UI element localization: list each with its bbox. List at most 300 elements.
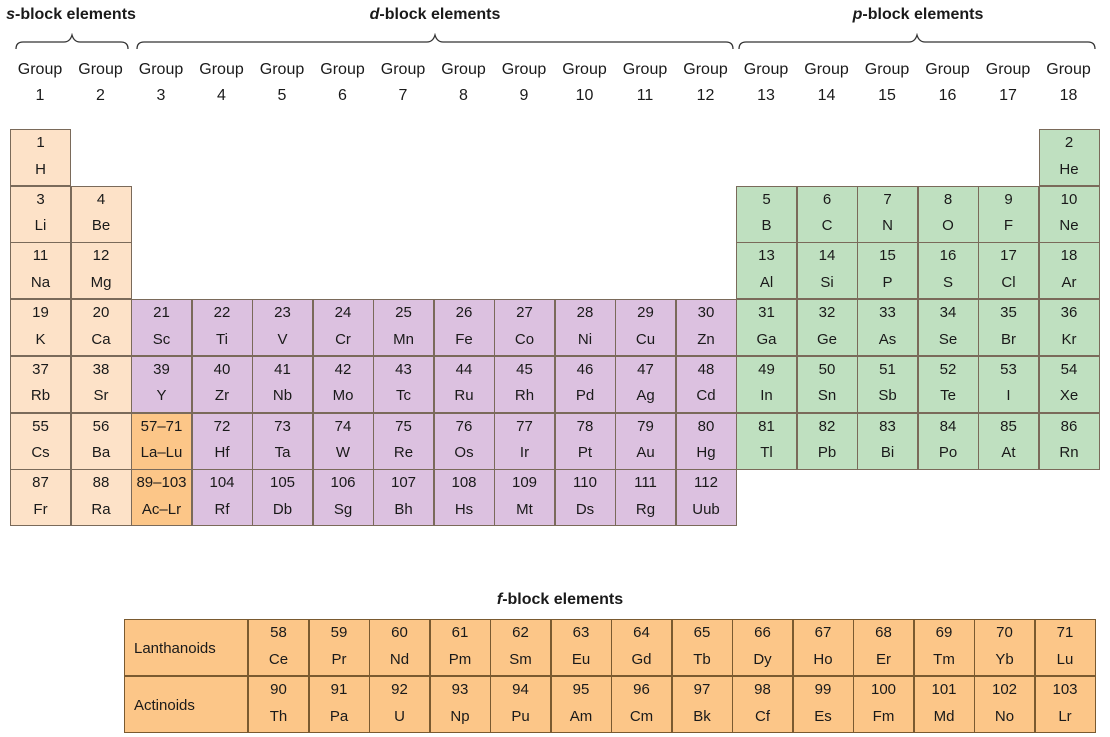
- element-symbol: Ga: [756, 330, 777, 348]
- group-word: Group: [683, 61, 728, 78]
- element-cell-uub: [676, 469, 737, 526]
- f-block-title: [400, 591, 720, 609]
- element-cell-li: [10, 186, 71, 243]
- p-block-label: [818, 6, 1018, 24]
- element-symbol: In: [760, 387, 773, 405]
- atomic-number: 28: [576, 304, 594, 322]
- element-symbol: Fm: [872, 707, 895, 725]
- element-symbol: Be: [91, 217, 111, 235]
- element-symbol: Ho: [813, 650, 833, 668]
- atomic-number: 67: [814, 624, 832, 641]
- atomic-number: 83: [879, 417, 896, 435]
- element-symbol: Rg: [635, 500, 656, 518]
- atomic-number: 29: [637, 304, 654, 322]
- group-header-6: [313, 57, 373, 109]
- p-block-letter: p: [852, 6, 863, 23]
- element-cell-lr: [1035, 676, 1096, 733]
- element-cell-sn: [797, 356, 858, 413]
- element-symbol: Pr: [331, 650, 347, 668]
- element-symbol: Rf: [214, 500, 230, 518]
- atomic-number: 74: [334, 417, 352, 435]
- element-symbol: Lr: [1058, 707, 1072, 725]
- atomic-number: 26: [455, 304, 473, 322]
- atomic-number: 52: [939, 360, 957, 378]
- element-symbol: Sm: [509, 650, 532, 668]
- atomic-number: 50: [818, 360, 836, 378]
- element-cell-pr: [309, 619, 370, 676]
- atomic-number: 106: [330, 474, 356, 492]
- group-word: Group: [501, 61, 547, 78]
- element-symbol: C: [821, 217, 833, 235]
- element-cell-cu: [615, 299, 676, 356]
- group-number: 10: [575, 87, 594, 104]
- atomic-number: 16: [939, 247, 957, 265]
- atomic-number: 17: [1000, 247, 1017, 265]
- group-number: 11: [636, 87, 654, 104]
- element-cell-cd: [676, 356, 737, 413]
- element-cell-eu: [551, 619, 612, 676]
- atomic-number: 63: [572, 624, 590, 641]
- element-cell-n: [857, 186, 918, 243]
- element-cell-ar: [1039, 242, 1100, 299]
- atomic-number: 13: [758, 247, 775, 265]
- element-cell-mg: [71, 242, 132, 299]
- group-word: Group: [622, 61, 668, 78]
- element-cell-cf: [732, 676, 793, 733]
- element-cell-cm: [611, 676, 672, 733]
- element-cell-na: [10, 242, 71, 299]
- element-symbol: Cm: [629, 707, 654, 725]
- atomic-number: 4: [96, 190, 106, 208]
- element-symbol: Bi: [880, 444, 895, 461]
- atomic-number: 109: [511, 474, 538, 492]
- element-symbol: Ge: [816, 330, 837, 348]
- p-block-suffix: -block elements: [862, 6, 984, 23]
- group-header-15: [857, 57, 917, 109]
- element-symbol: Ba: [91, 444, 111, 461]
- group-word: Group: [985, 61, 1031, 78]
- element-symbol: Zn: [697, 330, 715, 348]
- atomic-number: 84: [939, 417, 957, 435]
- element-symbol: W: [335, 444, 351, 461]
- element-symbol: Am: [569, 707, 593, 725]
- element-symbol: Tb: [693, 650, 711, 668]
- atomic-number: 105: [269, 474, 296, 492]
- atomic-number: 41: [274, 360, 291, 378]
- element-symbol: Pb: [817, 444, 837, 461]
- element-cell-si: [797, 242, 858, 299]
- atomic-number: 101: [931, 681, 957, 698]
- element-symbol: K: [35, 330, 46, 348]
- atomic-number: 20: [92, 304, 110, 322]
- element-cell-yb: [974, 619, 1035, 676]
- element-symbol: Tl: [760, 444, 773, 461]
- group-number: 12: [696, 87, 715, 104]
- group-number: 14: [817, 87, 836, 104]
- element-cell-in: [736, 356, 797, 413]
- group-header-17: [978, 57, 1038, 109]
- atomic-number: 14: [818, 247, 836, 265]
- atomic-number: 22: [213, 304, 231, 322]
- atomic-number: 53: [1000, 360, 1017, 378]
- element-symbol: Lu: [1056, 650, 1074, 668]
- element-cell-aclr: [131, 469, 192, 526]
- group-header-12: [676, 57, 736, 109]
- atomic-number: 82: [818, 417, 836, 435]
- element-cell-at: [978, 413, 1039, 470]
- atomic-number: 1: [36, 134, 45, 151]
- element-cell-lu: [1035, 619, 1096, 676]
- element-cell-rn: [1039, 413, 1100, 470]
- element-cell-hg: [676, 413, 737, 470]
- element-cell-co: [494, 299, 555, 356]
- element-symbol: P: [882, 273, 893, 291]
- element-symbol: Se: [938, 330, 958, 348]
- element-symbol: Sr: [93, 387, 109, 405]
- element-cell-au: [615, 413, 676, 470]
- group-header-5: [252, 57, 312, 109]
- element-symbol: Kr: [1061, 330, 1077, 348]
- element-cell-rh: [494, 356, 555, 413]
- element-symbol: Hf: [214, 444, 230, 461]
- element-cell-ti: [192, 299, 253, 356]
- element-cell-md: [914, 676, 975, 733]
- group-word: Group: [259, 61, 305, 78]
- atomic-number: 88: [92, 474, 110, 492]
- atomic-number: 65: [693, 624, 711, 641]
- element-symbol: Te: [940, 387, 956, 405]
- atomic-number: 108: [451, 474, 477, 492]
- atomic-number: 77: [516, 417, 533, 435]
- atomic-number: 64: [633, 624, 650, 641]
- atomic-number: 97: [693, 681, 711, 698]
- atomic-number: 72: [213, 417, 231, 435]
- element-symbol: Db: [272, 500, 293, 518]
- element-cell-i: [978, 356, 1039, 413]
- element-cell-y: [131, 356, 192, 413]
- element-cell-db: [252, 469, 313, 526]
- atomic-number: 78: [576, 417, 594, 435]
- element-symbol: Rb: [30, 387, 51, 405]
- element-cell-np: [430, 676, 491, 733]
- atomic-number: 104: [209, 474, 235, 492]
- atomic-number: 56: [92, 417, 110, 435]
- element-symbol: Os: [454, 444, 474, 461]
- element-symbol: Hs: [454, 500, 474, 518]
- element-cell-pb: [797, 413, 858, 470]
- group-header-3: [131, 57, 191, 109]
- element-symbol: Ta: [274, 444, 291, 461]
- group-number: 15: [878, 87, 896, 104]
- element-symbol: Po: [938, 444, 958, 461]
- element-symbol: Cd: [696, 387, 716, 405]
- atomic-number: 81: [758, 417, 775, 435]
- element-symbol: O: [942, 217, 954, 235]
- element-symbol: Al: [759, 273, 774, 291]
- element-cell-ho: [793, 619, 854, 676]
- group-header-9: [494, 57, 554, 109]
- element-cell-ir: [494, 413, 555, 470]
- atomic-number: 42: [334, 360, 352, 378]
- atomic-number: 3: [36, 190, 45, 208]
- group-word: Group: [562, 61, 607, 78]
- atomic-number: 112: [694, 474, 718, 492]
- element-cell-sg: [313, 469, 374, 526]
- group-header-16: [918, 57, 978, 109]
- atomic-number: 80: [697, 417, 715, 435]
- element-cell-sb: [857, 356, 918, 413]
- group-number: 7: [398, 87, 408, 104]
- element-cell-cl: [978, 242, 1039, 299]
- element-cell-tc: [373, 356, 434, 413]
- element-cell-lalu: [131, 413, 192, 470]
- element-symbol: No: [994, 707, 1015, 725]
- group-word: Group: [138, 61, 184, 78]
- element-cell-kr: [1039, 299, 1100, 356]
- atomic-number: 95: [572, 681, 590, 698]
- element-symbol: Md: [933, 707, 955, 725]
- element-symbol: Ce: [268, 650, 289, 668]
- atomic-number: 10: [1060, 190, 1078, 208]
- element-symbol: Mn: [393, 330, 414, 348]
- element-cell-f: [978, 186, 1039, 243]
- element-cell-o: [918, 186, 979, 243]
- atomic-number: 66: [754, 624, 771, 641]
- atomic-number: 15: [879, 247, 896, 265]
- element-cell-er: [853, 619, 914, 676]
- atomic-number: 27: [516, 304, 533, 322]
- element-symbol: Mo: [332, 387, 354, 405]
- element-symbol: Y: [156, 387, 167, 405]
- atomic-number: 75: [395, 417, 412, 435]
- group-header-10: [555, 57, 615, 109]
- group-header-18: [1039, 57, 1099, 109]
- atomic-number: 30: [697, 304, 715, 322]
- atomic-number: 7: [883, 190, 892, 208]
- element-cell-b: [736, 186, 797, 243]
- group-word: Group: [864, 61, 910, 78]
- element-cell-he: [1039, 129, 1100, 186]
- element-cell-rb: [10, 356, 71, 413]
- atomic-number: 32: [818, 304, 836, 322]
- d-block-suffix: -block elements: [379, 6, 501, 23]
- group-word: Group: [1046, 61, 1091, 78]
- element-symbol: Er: [876, 650, 891, 668]
- element-cell-xe: [1039, 356, 1100, 413]
- element-cell-ga: [736, 299, 797, 356]
- element-cell-w: [313, 413, 374, 470]
- element-symbol: Th: [269, 707, 288, 725]
- element-symbol: Gd: [631, 650, 652, 668]
- atomic-number: 111: [634, 474, 657, 492]
- atomic-number: 51: [879, 360, 896, 378]
- atomic-number: 31: [758, 304, 775, 322]
- element-symbol: Hg: [696, 444, 716, 461]
- group-word: Group: [320, 61, 365, 78]
- element-cell-no: [974, 676, 1035, 733]
- atomic-number: 39: [153, 360, 170, 378]
- element-cell-nb: [252, 356, 313, 413]
- element-cell-mo: [313, 356, 374, 413]
- element-symbol: Pt: [577, 444, 593, 461]
- element-symbol: Pa: [329, 707, 349, 725]
- f-row-label-actinoids: Actinoids: [124, 676, 248, 733]
- element-cell-pd: [555, 356, 616, 413]
- element-symbol: Si: [820, 273, 834, 291]
- element-cell-fr: [10, 469, 71, 526]
- group-number: 17: [999, 87, 1017, 104]
- atomic-number: 37: [32, 360, 49, 378]
- element-symbol: Br: [1001, 330, 1016, 348]
- atomic-number: 2: [1064, 134, 1074, 151]
- element-cell-cr: [313, 299, 374, 356]
- element-cell-mn: [373, 299, 434, 356]
- atomic-number: 34: [939, 304, 957, 322]
- element-symbol: Ag: [636, 387, 655, 405]
- element-cell-bh: [373, 469, 434, 526]
- element-cell-os: [434, 413, 495, 470]
- atomic-number: 71: [1056, 624, 1074, 641]
- s-block-suffix: -block elements: [14, 6, 136, 23]
- element-symbol: Dy: [753, 650, 772, 668]
- group-header-14: [797, 57, 857, 109]
- group-number: 18: [1059, 87, 1078, 104]
- element-symbol: Cs: [31, 444, 50, 461]
- element-symbol: Eu: [571, 650, 591, 668]
- element-symbol: Cr: [335, 330, 351, 348]
- element-symbol: Fe: [455, 330, 473, 348]
- atomic-number: 107: [390, 474, 417, 492]
- element-cell-ce: [248, 619, 309, 676]
- atomic-number: 33: [879, 304, 896, 322]
- atomic-number: 57–71: [140, 417, 183, 435]
- element-symbol: S: [942, 273, 953, 291]
- p-block-brace: [737, 33, 1097, 51]
- atomic-number: 62: [512, 624, 529, 641]
- atomic-number: 5: [762, 190, 771, 208]
- group-number: 16: [938, 87, 957, 104]
- element-symbol: As: [878, 330, 897, 348]
- atomic-number: 102: [991, 681, 1018, 698]
- element-symbol: Uub: [692, 500, 720, 518]
- element-cell-pu: [490, 676, 551, 733]
- atomic-number: 98: [754, 681, 771, 698]
- element-cell-te: [918, 356, 979, 413]
- element-cell-c: [797, 186, 858, 243]
- element-cell-ni: [555, 299, 616, 356]
- element-cell-tb: [672, 619, 733, 676]
- group-header-7: [373, 57, 433, 109]
- element-cell-fm: [853, 676, 914, 733]
- s-block-label: [6, 6, 136, 24]
- group-word: Group: [199, 61, 244, 78]
- element-symbol: He: [1059, 160, 1079, 178]
- element-symbol: Sg: [333, 500, 353, 518]
- element-symbol: Pd: [575, 387, 595, 405]
- element-cell-bi: [857, 413, 918, 470]
- element-symbol: V: [277, 330, 288, 348]
- element-symbol: F: [1003, 217, 1014, 235]
- atomic-number: 12: [92, 247, 110, 265]
- group-number: 9: [519, 87, 529, 104]
- element-cell-ra: [71, 469, 132, 526]
- element-symbol: Co: [514, 330, 535, 348]
- element-cell-pt: [555, 413, 616, 470]
- element-symbol: Np: [450, 707, 470, 725]
- element-symbol: La–Lu: [140, 444, 183, 461]
- atomic-number: 90: [270, 681, 287, 698]
- group-word: Group: [17, 61, 63, 78]
- element-cell-ta: [252, 413, 313, 470]
- group-word: Group: [441, 61, 486, 78]
- element-symbol: N: [882, 217, 893, 235]
- group-number: 2: [96, 87, 105, 104]
- element-cell-ds: [555, 469, 616, 526]
- element-symbol: Ru: [454, 387, 474, 405]
- element-symbol: Pm: [448, 650, 472, 668]
- element-cell-ge: [797, 299, 858, 356]
- group-number: 1: [35, 87, 45, 104]
- element-cell-ag: [615, 356, 676, 413]
- element-cell-ne: [1039, 186, 1100, 243]
- element-symbol: Ra: [91, 500, 111, 518]
- atomic-number: 44: [455, 360, 473, 378]
- d-block-label: [335, 6, 535, 24]
- element-symbol: Ar: [1061, 273, 1077, 291]
- f-row-label-lanthanoids: Lanthanoids: [124, 619, 248, 676]
- element-cell-es: [793, 676, 854, 733]
- element-cell-re: [373, 413, 434, 470]
- group-number: 6: [338, 87, 347, 104]
- element-cell-s: [918, 242, 979, 299]
- element-symbol: U: [394, 707, 405, 725]
- group-header-1: [10, 57, 70, 109]
- element-cell-zn: [676, 299, 737, 356]
- element-cell-pm: [430, 619, 491, 676]
- element-symbol: B: [761, 217, 772, 235]
- element-cell-hf: [192, 413, 253, 470]
- element-symbol: Tc: [396, 387, 411, 405]
- element-symbol: Rn: [1059, 444, 1079, 461]
- atomic-number: 55: [32, 417, 49, 435]
- element-symbol: Cu: [635, 330, 656, 348]
- atomic-number: 85: [1000, 417, 1017, 435]
- s-block-brace: [14, 33, 130, 51]
- f-block-suffix: -block elements: [502, 591, 624, 608]
- element-symbol: At: [1001, 444, 1016, 461]
- atomic-number: 86: [1060, 417, 1078, 435]
- atomic-number: 69: [935, 624, 953, 641]
- element-symbol: Xe: [1059, 387, 1079, 405]
- element-symbol: H: [35, 160, 46, 178]
- element-symbol: Bk: [693, 707, 711, 725]
- element-symbol: Na: [30, 273, 51, 291]
- atomic-number: 110: [573, 474, 597, 492]
- element-cell-tm: [914, 619, 975, 676]
- atomic-number: 40: [213, 360, 231, 378]
- element-symbol: Rh: [514, 387, 535, 405]
- group-word: Group: [743, 61, 789, 78]
- element-cell-fe: [434, 299, 495, 356]
- element-symbol: Ac–Lr: [141, 500, 182, 518]
- group-word: Group: [78, 61, 123, 78]
- element-symbol: Nb: [272, 387, 293, 405]
- atomic-number: 48: [697, 360, 715, 378]
- element-cell-u: [369, 676, 430, 733]
- group-header-13: [736, 57, 796, 109]
- element-symbol: Cf: [755, 707, 770, 725]
- atomic-number: 94: [512, 681, 529, 698]
